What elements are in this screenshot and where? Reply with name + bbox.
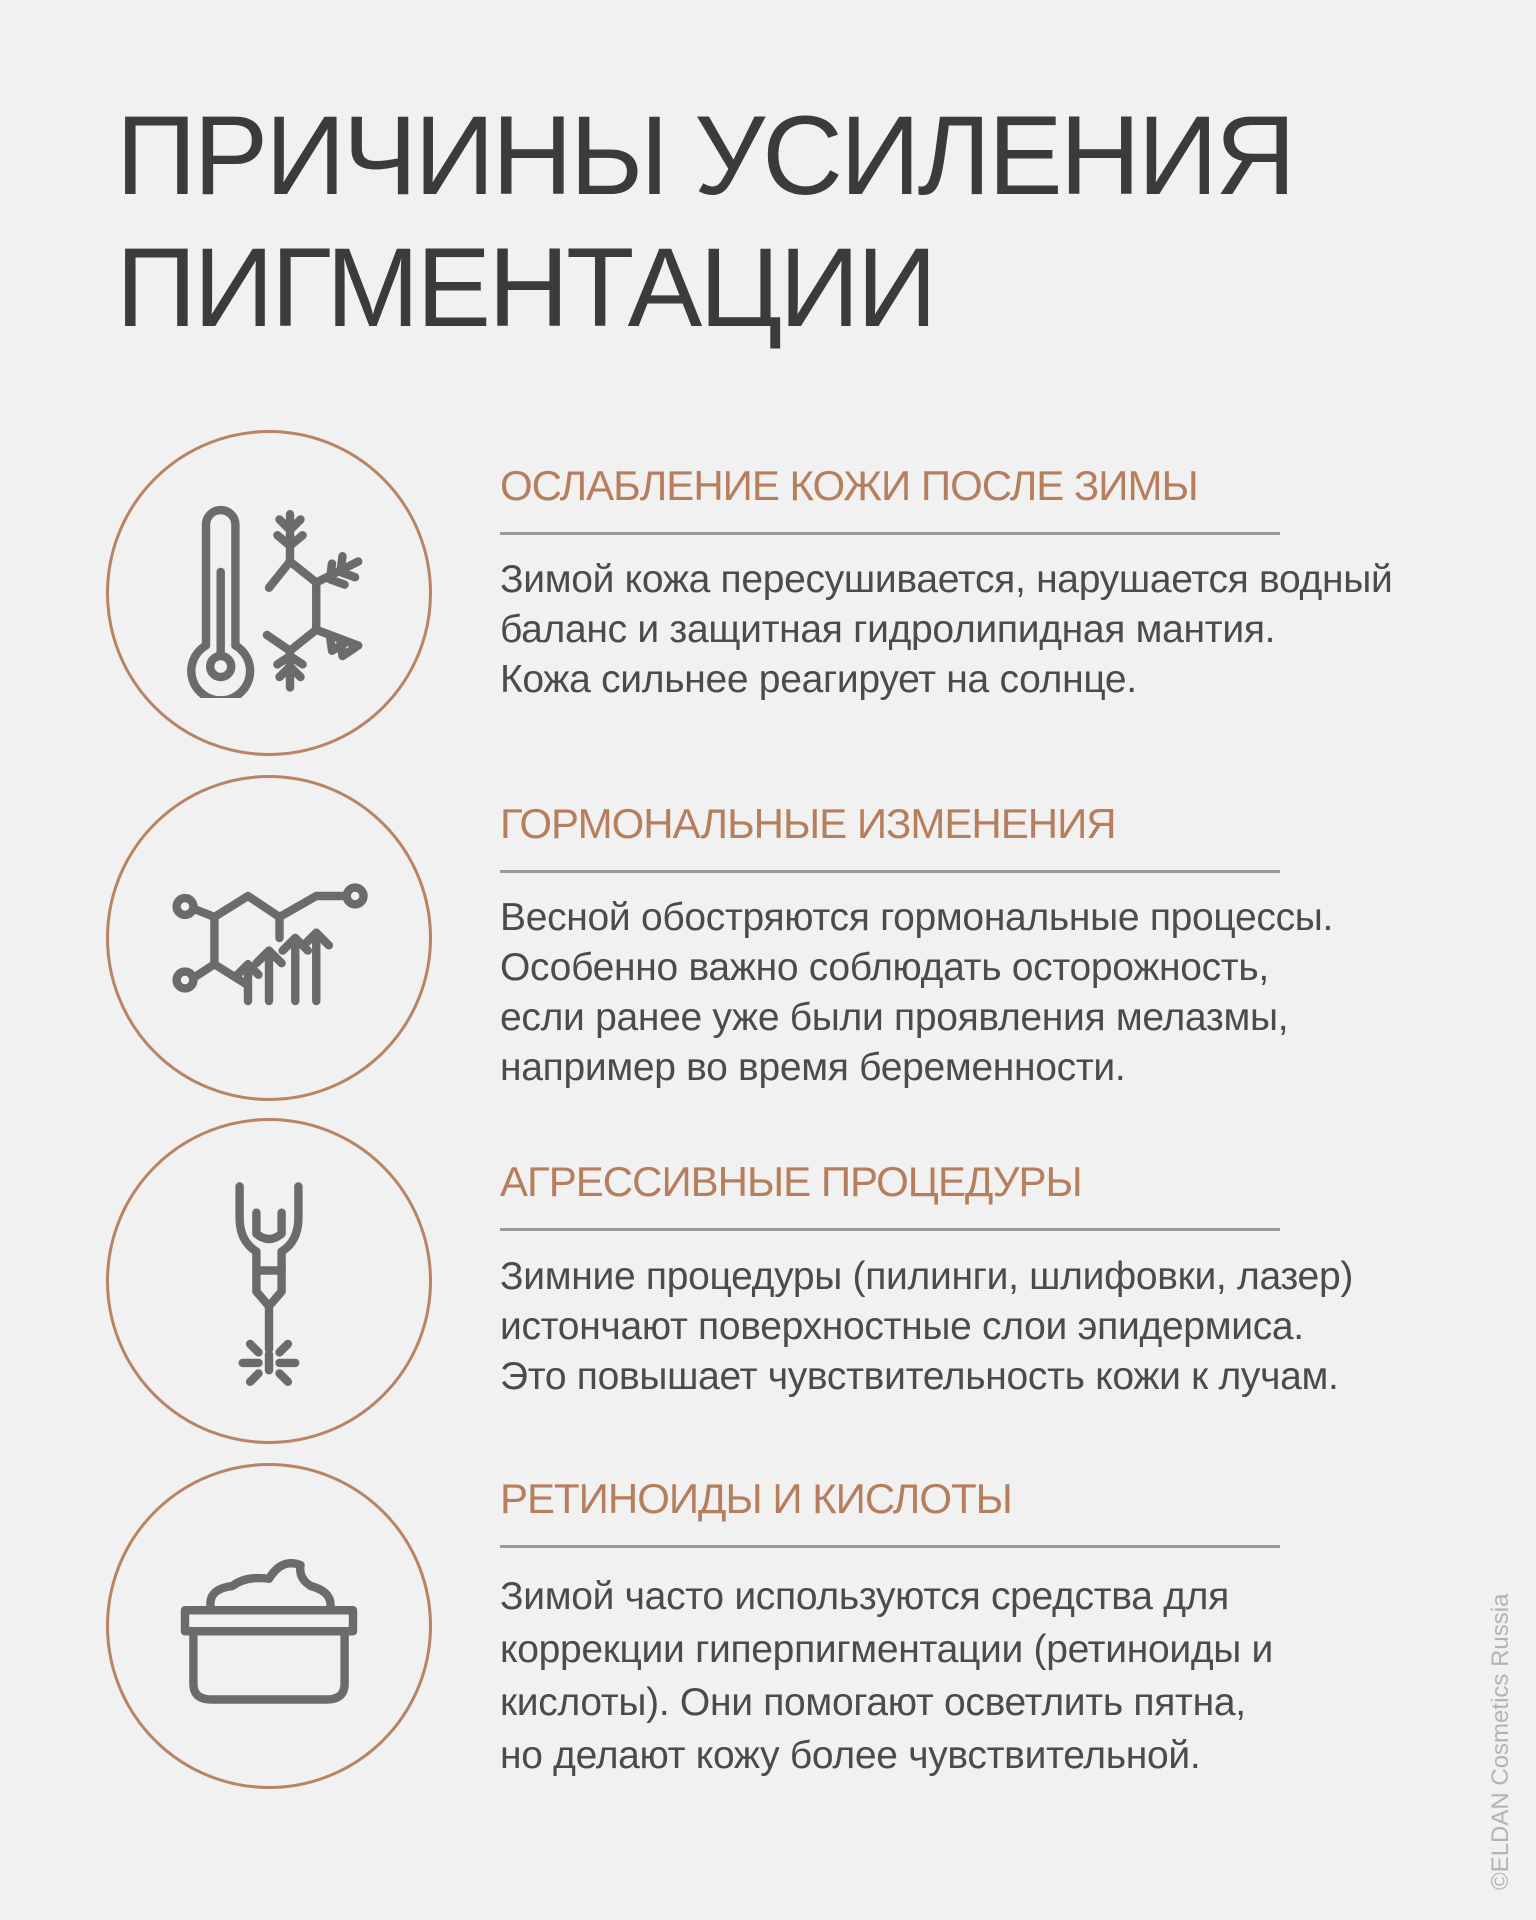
cause-description: [500, 893, 1480, 1093]
hormone-molecule-arrows-icon: [106, 775, 432, 1101]
description-line: например во время беременности.: [500, 1046, 1126, 1089]
copyright-notice: ©ELDAN Cosmetics Russia: [1487, 1593, 1514, 1890]
cause-heading: АГРЕССИВНЫЕ ПРОЦЕДУРЫ: [500, 1158, 1280, 1231]
description-line: Кожа сильнее реагирует на солнце.: [500, 658, 1137, 701]
cause-description: [500, 1570, 1480, 1782]
cause-heading: ГОРМОНАЛЬНЫЕ ИЗМЕНЕНИЯ: [500, 800, 1280, 873]
description-line: кислоты). Они помогают осветлить пятна,: [500, 1681, 1246, 1724]
page-title-line-1: ПРИЧИНЫ УСИЛЕНИЯ: [116, 93, 1293, 218]
laser-device-icon: [106, 1118, 432, 1444]
description-line: Зимние процедуры (пилинги, шлифовки, лазер): [500, 1255, 1354, 1298]
description-line: Это повышает чувствительность кожи к лучам.: [500, 1355, 1339, 1398]
page-title-line-2: ПИГМЕНТАЦИИ: [116, 225, 935, 350]
description-line: Особенно важно соблюдать осторожность,: [500, 946, 1269, 989]
description-line: истончают поверхностные слои эпидермиса.: [500, 1305, 1304, 1348]
cream-jar-icon: [106, 1463, 432, 1789]
description-line: баланс и защитная гидролипидная мантия.: [500, 608, 1276, 651]
page-title: [116, 90, 1416, 354]
cause-description: [500, 555, 1480, 705]
description-line: Зимой часто используются средства для: [500, 1575, 1229, 1618]
cause-description: [500, 1252, 1480, 1402]
cause-heading: ОСЛАБЛЕНИЕ КОЖИ ПОСЛЕ ЗИМЫ: [500, 462, 1280, 535]
cause-heading: РЕТИНОИДЫ И КИСЛОТЫ: [500, 1475, 1280, 1548]
description-line: но делают кожу более чувствительной.: [500, 1734, 1201, 1777]
description-line: Весной обостряются гормональные процессы.: [500, 896, 1334, 939]
description-line: Зимой кожа пересушивается, нарушается водный: [500, 558, 1393, 601]
thermometer-snowflake-icon: [106, 430, 432, 756]
description-line: если ранее уже были проявления мелазмы,: [500, 996, 1289, 1039]
description-line: коррекции гиперпигментации (ретиноиды и: [500, 1628, 1274, 1671]
